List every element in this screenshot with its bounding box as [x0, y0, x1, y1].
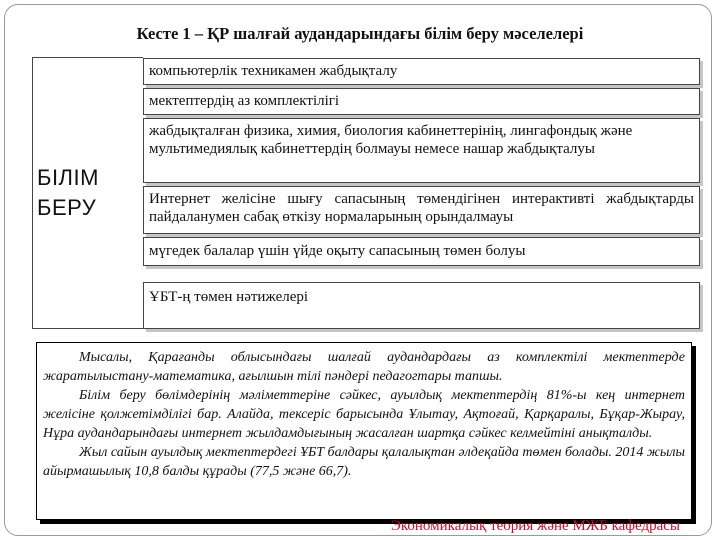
- note-paragraph-3: Жыл сайын ауылдық мектептердегі ҰБТ балдары қалалықтан әлдеқайда төмен болады. 2014 жылы айырмашылық 10,8 балды құрады (77,5 және 66,7).: [43, 445, 685, 479]
- problem-row-6: ҰБТ-ң төмен нәтижелері: [143, 282, 700, 329]
- footer-department: Экономикалық теория және МЖБ кафедрасы: [390, 518, 680, 534]
- slide-title: Кесте 1 – ҚР шалғай аудандарындағы білім беру мәселелері: [136, 24, 584, 43]
- note-paragraph-1: Мысалы, Қарағанды облысындағы шалғай аудандардағы аз комплектілі мектептерде жаратылыстану-математика, ағылшын тілі пәндері педагогтары тапшы.: [43, 350, 685, 384]
- note-paragraph-2: Білім беру бөлімдерінің мәліметтеріне сәйкес, ауылдық мектептердің 81%-ы кең интернет желісіне қолжетімділігі бар. Алайда, тексеріс барысында Ұлытау, Ақтоғай, Қарқаралы, Бұқар-Жырау, Нұра аудандарындағы интернет жылдамдығының жасалған шартқа сәйкес келмейтіні анықталды.: [43, 388, 685, 441]
- problem-row-5: мүгедек балалар үшін үйде оқыту сапасының төмен болуы: [143, 237, 700, 266]
- category-label: [37, 163, 99, 223]
- category-label-line2: БЕРУ: [37, 195, 97, 220]
- problem-row-4: Интернет желісіне шығу сапасының төмендігінен интерактивті жабдықтарды пайдаланумен сабақ өткізу нормаларының орындалмауы: [143, 186, 700, 234]
- note-box: [36, 342, 692, 520]
- problem-row-1: компьютерлік техникамен жабдықталу: [143, 58, 700, 85]
- problem-row-3: жабдықталған физика, химия, биология кабинеттерінің, лингафондық және мультимедиялық кабинеттердің болмауы немесе нашар жабдықталуы: [143, 118, 700, 183]
- category-label-line1: БІЛІМ: [37, 165, 99, 190]
- problem-row-2: мектептердің аз комплектілігі: [143, 88, 700, 115]
